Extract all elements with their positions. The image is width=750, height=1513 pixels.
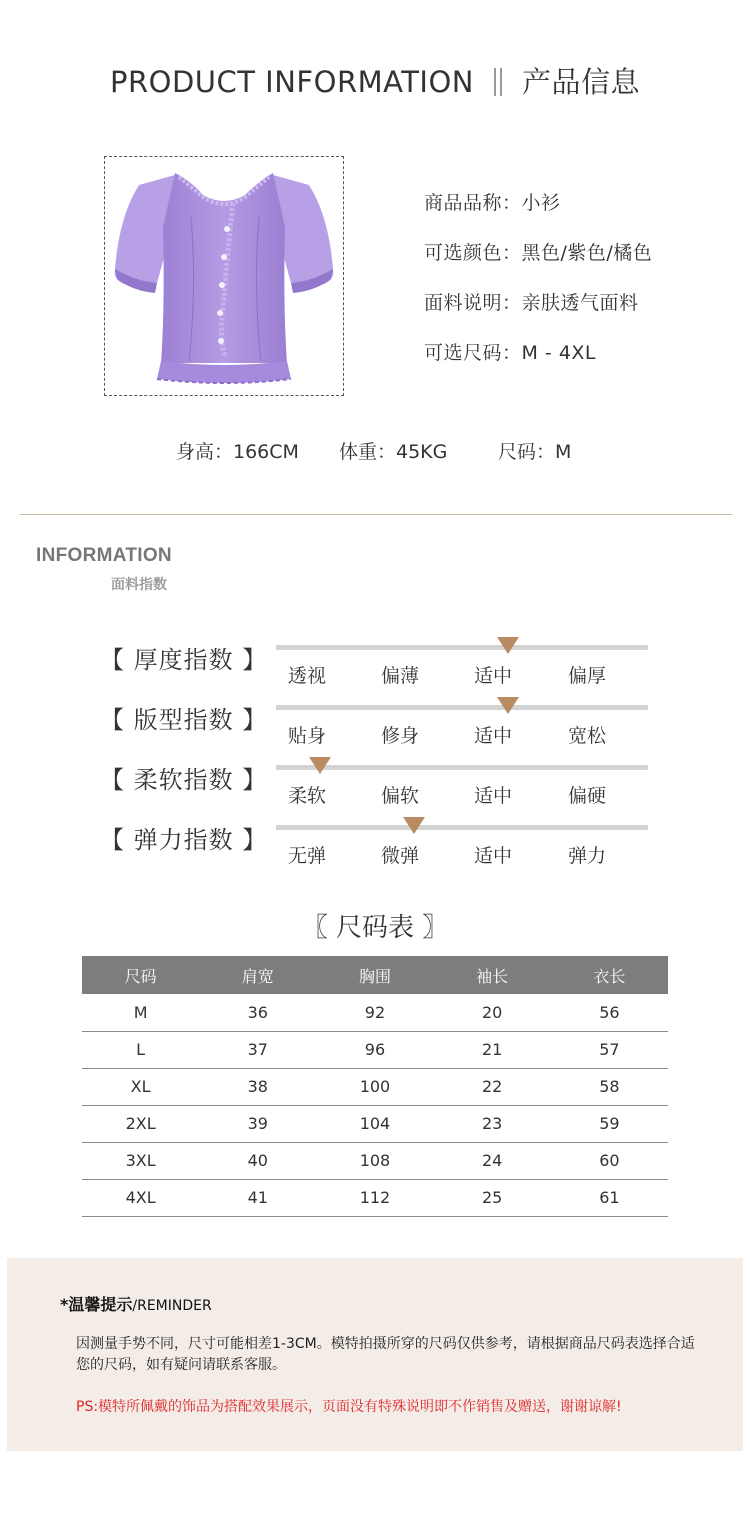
fabric-index-option: 适中 xyxy=(473,845,512,867)
size-chart-cell: 59 xyxy=(551,1105,668,1142)
fabric-index-label: 【 柔软指数 】 xyxy=(100,766,268,794)
size-chart-cell: 3XL xyxy=(82,1142,199,1179)
size-chart-cell: 23 xyxy=(434,1105,551,1142)
fabric-index-option: 微弹 xyxy=(380,845,419,867)
size-chart-cell: 2XL xyxy=(82,1105,199,1142)
size-chart-row xyxy=(82,994,668,1031)
size-chart-cell: 4XL xyxy=(82,1179,199,1216)
size-chart-cell: 22 xyxy=(434,1068,551,1105)
size-chart-cell: 104 xyxy=(316,1105,433,1142)
size-chart-cell: 108 xyxy=(316,1142,433,1179)
size-chart-row xyxy=(82,1031,668,1068)
size-chart-cell: 96 xyxy=(316,1031,433,1068)
size-chart-cell: 39 xyxy=(199,1105,316,1142)
fabric-index-label: 【 厚度指数 】 xyxy=(100,646,268,674)
size-chart-row xyxy=(82,1105,668,1142)
fabric-index-marker xyxy=(309,757,331,774)
fabric-index-marker xyxy=(403,817,425,834)
size-chart-cell: 37 xyxy=(199,1031,316,1068)
product-info-list xyxy=(424,188,652,388)
model-height: 身高：166CM xyxy=(176,441,299,463)
size-chart-cell: 21 xyxy=(434,1031,551,1068)
fabric-index-option: 贴身 xyxy=(287,725,326,747)
size-chart-cell: 58 xyxy=(551,1068,668,1105)
size-chart-cell: 56 xyxy=(551,994,668,1031)
size-chart-cell: 25 xyxy=(434,1179,551,1216)
size-chart-cell: 40 xyxy=(199,1142,316,1179)
header-separator xyxy=(494,68,502,96)
reminder-box xyxy=(7,1258,743,1451)
product-photo xyxy=(104,156,344,396)
fabric-index-marker xyxy=(497,637,519,654)
size-chart-header: 胸围 xyxy=(316,956,433,994)
fabric-index-option: 偏薄 xyxy=(380,665,419,687)
reminder-title-zh: *温馨提示 xyxy=(60,1295,133,1314)
model-weight: 体重：45KG xyxy=(339,441,448,463)
fabric-index-option: 柔软 xyxy=(287,785,326,807)
fabric-index-bar xyxy=(276,765,648,770)
section-divider xyxy=(20,514,732,515)
fabric-index-option: 透视 xyxy=(287,665,326,687)
header-title-zh: 产品信息 xyxy=(521,65,640,99)
fabric-index-bar xyxy=(276,705,648,710)
fabric-index-label: 【 弹力指数 】 xyxy=(100,826,268,854)
size-chart-row xyxy=(82,1068,668,1105)
header-title-en: PRODUCT INFORMATION xyxy=(109,65,474,99)
size-chart-header: 袖长 xyxy=(434,956,551,994)
size-chart-cell: XL xyxy=(82,1068,199,1105)
fabric-index-option: 适中 xyxy=(473,785,512,807)
size-chart-cell: 60 xyxy=(551,1142,668,1179)
size-chart-cell: 112 xyxy=(316,1179,433,1216)
reminder-title-en: /REMINDER xyxy=(132,1298,212,1314)
fabric-index-marker xyxy=(497,697,519,714)
fabric-index-option: 适中 xyxy=(473,725,512,747)
info-row-sizes: 可选尺码：M - 4XL xyxy=(424,342,597,364)
size-chart-cell: 100 xyxy=(316,1068,433,1105)
reminder-title xyxy=(60,1292,212,1315)
fabric-index-option: 适中 xyxy=(473,665,512,687)
model-size: 尺码：M xyxy=(498,441,572,463)
size-chart-cell: 41 xyxy=(199,1179,316,1216)
reminder-text: 因测量手势不同，尺寸可能相差1-3CM。模特拍摄所穿的尺码仅供参考，请根据商品尺码表选择合适您的尺码，如有疑问请联系客服。 xyxy=(76,1336,695,1373)
blouse-illustration xyxy=(105,157,343,395)
size-chart-cell: 24 xyxy=(434,1142,551,1179)
page-header xyxy=(0,60,750,101)
size-chart-title: 〖 尺码表 〗 xyxy=(301,913,449,943)
fabric-index-option: 偏厚 xyxy=(567,665,606,687)
info-row-fabric: 面料说明：亲肤透气面料 xyxy=(424,292,639,314)
size-chart-cell: 38 xyxy=(199,1068,316,1105)
size-chart-cell: 36 xyxy=(199,994,316,1031)
size-chart-header: 肩宽 xyxy=(199,956,316,994)
fabric-index-option: 偏硬 xyxy=(567,785,606,807)
size-chart-row xyxy=(82,1179,668,1216)
fabric-section-subtitle: 面料指数 xyxy=(111,577,167,593)
fabric-section-title: INFORMATION xyxy=(36,545,172,566)
fabric-index-option: 弹力 xyxy=(567,845,606,867)
size-chart-header-row xyxy=(82,956,668,994)
size-chart-header: 尺码 xyxy=(82,956,199,994)
fabric-index-option: 宽松 xyxy=(567,725,606,747)
info-row-colors: 可选颜色：黑色/紫色/橘色 xyxy=(424,242,653,264)
size-chart-cell: M xyxy=(82,994,199,1031)
size-chart-cell: 57 xyxy=(551,1031,668,1068)
size-chart-header: 衣长 xyxy=(551,956,668,994)
reminder-ps: PS:模特所佩戴的饰品为搭配效果展示，页面没有特殊说明即不作销售及赠送，谢谢谅解! xyxy=(76,1399,622,1415)
info-row-name: 商品品称：小衫 xyxy=(424,192,561,214)
fabric-index-option: 无弹 xyxy=(287,845,326,867)
size-chart-cell: 20 xyxy=(434,994,551,1031)
fabric-index-option: 修身 xyxy=(380,725,419,747)
size-chart-table xyxy=(82,956,668,1217)
size-chart-cell: 61 xyxy=(551,1179,668,1216)
size-chart-cell: L xyxy=(82,1031,199,1068)
fabric-index-bar xyxy=(276,825,648,830)
size-chart-cell: 92 xyxy=(316,994,433,1031)
fabric-index-option: 偏软 xyxy=(380,785,419,807)
size-chart-row xyxy=(82,1142,668,1179)
fabric-index-label: 【 版型指数 】 xyxy=(100,706,268,734)
fabric-index-bar xyxy=(276,645,648,650)
